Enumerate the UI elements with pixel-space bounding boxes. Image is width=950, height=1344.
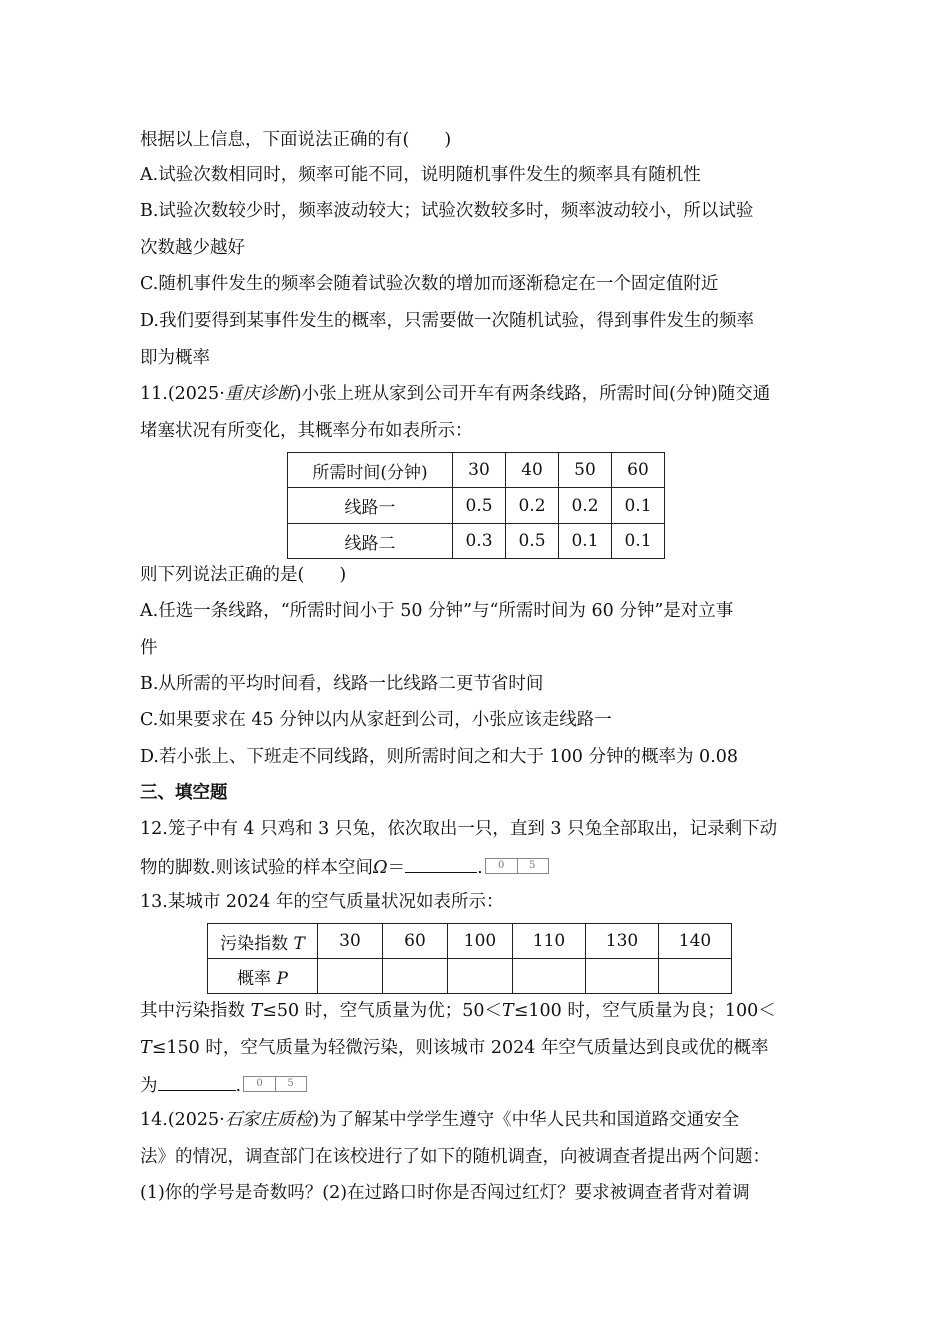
q14-line1: 14.(2025·石家庄质检)为了解某中学学生遵守《中华人民共和国道路交通安全 [140, 1110, 740, 1130]
q11-option-d: D.若小张上、下班走不同线路，则所需时间之和大于 100 分钟的概率为 0.08 [140, 747, 739, 767]
table-cell [383, 959, 448, 994]
table-cell: 110 [513, 924, 586, 959]
table-cell: 线路二 [288, 524, 453, 559]
table-cell [659, 959, 732, 994]
q10-option-d-line2: 即为概率 [140, 348, 210, 368]
q13-line2: T≤150 时，空气质量为轻微污染，则该城市 2024 年空气质量达到良或优的概率 [140, 1038, 769, 1058]
table-cell: 0.5 [506, 524, 559, 559]
table-cell: 40 [506, 453, 559, 488]
section-title-fill-in: 三、填空题 [140, 783, 228, 803]
q10-stem: 根据以上信息，下面说法正确的有( ) [140, 130, 452, 150]
q13-stem: 13.某城市 2024 年的空气质量状况如表所示： [140, 892, 504, 912]
table-cell [586, 959, 659, 994]
q11-option-c: C.如果要求在 45 分钟以内从家赶到公司，小张应该走线路一 [140, 710, 612, 730]
table-row [208, 959, 732, 994]
table-cell: 所需时间(分钟) [288, 453, 453, 488]
table-cell: 0.2 [559, 488, 612, 524]
q10-option-b-line1: B.试验次数较少时，频率波动较大；试验次数较多时，频率波动较小，所以试验 [140, 201, 754, 221]
table-cell: 60 [612, 453, 665, 488]
table-cell: 30 [453, 453, 506, 488]
q11-option-a-line2: 件 [140, 638, 158, 658]
table-cell: 30 [318, 924, 383, 959]
table-cell: 污染指数 T [208, 924, 318, 959]
q12-score-box: 0 5 [485, 858, 549, 874]
q11-prompt: 则下列说法正确的是( ) [140, 565, 347, 585]
table-cell: 0.5 [453, 488, 506, 524]
table-cell: 0.2 [506, 488, 559, 524]
table-cell: 100 [448, 924, 513, 959]
q13-answer-blank[interactable] [158, 1072, 236, 1091]
table-row [208, 924, 732, 959]
table-row [288, 524, 665, 559]
q11-option-b: B.从所需的平均时间看，线路一比线路二更节省时间 [140, 674, 544, 694]
table-cell: 0.1 [559, 524, 612, 559]
q11-stem-line2: 堵塞状况有所变化，其概率分布如表所示： [140, 421, 473, 441]
q14-line3: (1)你的学号是奇数吗？(2)在过路口时你是否闯过红灯？要求被调查者背对着调 [140, 1183, 750, 1203]
q14-source: 石家庄质检 [224, 1110, 313, 1130]
q13-line3: 为 . 0 5 [140, 1072, 307, 1098]
q12-answer-blank[interactable] [405, 854, 477, 873]
q11-stem-line1: 11.(2025·重庆诊断)小张上班从家到公司开车有两条线路，所需时间(分钟)随交通 [140, 384, 771, 404]
q12-line2: 物的脚数.则该试验的样本空间Ω＝ . 0 5 [140, 854, 549, 880]
q11-time-table [287, 452, 665, 559]
table-cell: 线路一 [288, 488, 453, 524]
q13-pollution-table [207, 923, 732, 994]
q10-option-a: A.试验次数相同时，频率可能不同，说明随机事件发生的频率具有随机性 [140, 165, 701, 185]
q14-line2: 法》的情况，调查部门在该校进行了如下的随机调查，向被调查者提出两个问题： [140, 1147, 770, 1167]
table-cell: 50 [559, 453, 612, 488]
q10-option-b-line2: 次数越少越好 [140, 238, 245, 258]
q13-score-box: 0 5 [243, 1076, 307, 1092]
q10-option-c: C.随机事件发生的频率会随着试验次数的增加而逐渐稳定在一个固定值附近 [140, 274, 719, 294]
table-cell: 0.1 [612, 524, 665, 559]
q11-option-a-line1: A.任选一条线路，“所需时间小于 50 分钟”与“所需时间为 60 分钟”是对立事 [140, 601, 734, 621]
table-cell [513, 959, 586, 994]
q13-line1: 其中污染指数 T≤50 时，空气质量为优；50＜T≤100 时，空气质量为良；100＜ [140, 1001, 776, 1021]
table-row [288, 488, 665, 524]
table-cell: 0.3 [453, 524, 506, 559]
table-cell: 140 [659, 924, 732, 959]
table-cell: 130 [586, 924, 659, 959]
table-cell: 60 [383, 924, 448, 959]
table-cell: 概率 P [208, 959, 318, 994]
table-cell: 0.1 [612, 488, 665, 524]
q10-option-d-line1: D.我们要得到某事件发生的概率，只需要做一次随机试验，得到事件发生的频率 [140, 311, 754, 331]
table-row [288, 453, 665, 488]
q12-line1: 12.笼子中有 4 只鸡和 3 只兔，依次取出一只，直到 3 只兔全部取出，记录剩下动 [140, 819, 778, 839]
table-cell [318, 959, 383, 994]
q11-source: 重庆诊断 [224, 384, 295, 404]
table-cell [448, 959, 513, 994]
omega-symbol: Ω [373, 858, 388, 878]
